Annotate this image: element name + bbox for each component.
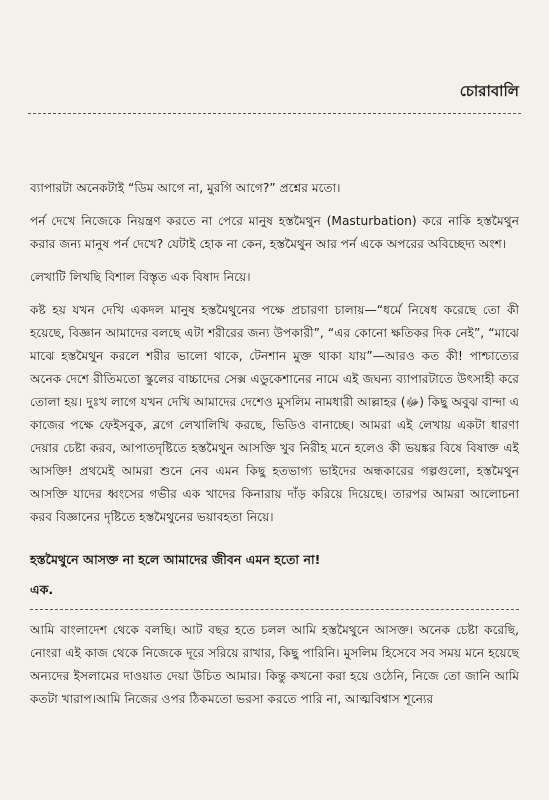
paragraph-intro: ব্যাপারটা অনেকটাই “ডিম আগে না, মুরগি আগে?” প্রশ্নের মতো। [30,181,341,195]
running-header-title: চোরাবালি [459,82,519,100]
paragraph-story-one: আমি বাংলাদেশ থেকে বলছি। আট বছর হতে চলল আমি হস্তমৈথুনে আসক্ত। অনেক চেষ্টা করেছি, নোংরা এই কাজ থেকে নিজেকে দূরে সরিয়ে রাখার, কিছু পারিনি। মুসলিম হিসেবে সব সময় মনে হয়েছে অন্যদের ইসলামের দাওয়াত দেয়া উচিত আমার। কিন্তু কখনো করা হয়ে ওঠেনি, নিজে তো জানি আমি কতটা খারাপ।আমি নিজের ওপর ঠিকমতো ভরসা করতে পারি না, আত্মবিশ্বাস শূন্যের [30,623,519,706]
paragraph-sorrow: লেখাটি লিখছি বিশাল বিস্তৃত এক বিষাদ নিয়ে। [30,270,251,284]
paragraph-main: কষ্ট হয় যখন দেখি একদল মানুষ হস্তমৈথুনের পক্ষে প্রচারণা চালায়—“ধর্মে নিষেধ করেছে তো কী হয়েছে, বিজ্ঞান আমাদের বলছে এটা শরীরের জন্য উপকারী”, “এর কোনো ক্ষতিকর দিক নেই”, “মাঝে মাঝে হস্তমৈথুন করলে শরীর ভালো থাকে, টেনশান মুক্ত থাকা যায়”—আরও কত কী! পাশ্চাত্যের অনেক দেশে রীতিমতো স্কুলের বাচ্চাদের সেক্স এডুকেশানের নামে এই জঘন্য ব্যাপারটাতে উৎসাহী করে তোলা হয়। দুঃখ লাগে যখন দেখি আমাদের দেশেও মুসলিম নামধারী আল্লাহর (ﷻ) কিছু অবুঝ বান্দা এ কাজের পক্ষে ফেইসবুক, ব্লগে লেখালিখি করছে, ভিডিও বানাচ্ছে। আমরা এই লেখায় একটা ধারণা দেয়ার চেষ্টা করব, আপাতদৃষ্টিতে হস্তমৈথুন আসক্তি খুব নিরীহ মনে হলেও কী ভয়ঙ্কর বিষে বিষাক্ত এই আসক্তি! প্রথমেই আমরা শুনে নেব এমন কিছু হতভাগ্য ভাইদের অন্ধকারের গল্পগুলো, হস্তমৈথুন আসক্তি যাদের ধ্বংসের গভীর এক খাদের কিনারায় দাঁড় করিয়ে দিয়েছে। তারপর আমরা আলোচনা করব বিজ্ঞানের দৃষ্টিতে হস্তমৈথুনের ভয়াবহতা নিয়ে। [30,303,519,524]
section-heading: হস্তমৈথুনে আসক্ত না হলে আমাদের জীবন এমন হতো না! [30,552,321,567]
paragraph-question: পর্ন দেখে নিজেকে নিয়ন্ত্রণ করতে না পেরে মানুষ হস্তমৈথুন (Masturbation) করে নাকি হস্তমৈথুন করার জন্য মানুষ পর্ন দেখে? যেটাই হোক না কেন, হস্তমৈথুন আর পর্ন একে অপরের অবিচ্ছেদ্য অংশ। [30,214,519,251]
story-number-heading: এক. [30,582,54,597]
story-divider [30,609,519,610]
header-divider [28,113,521,114]
body-text [30,177,519,721]
